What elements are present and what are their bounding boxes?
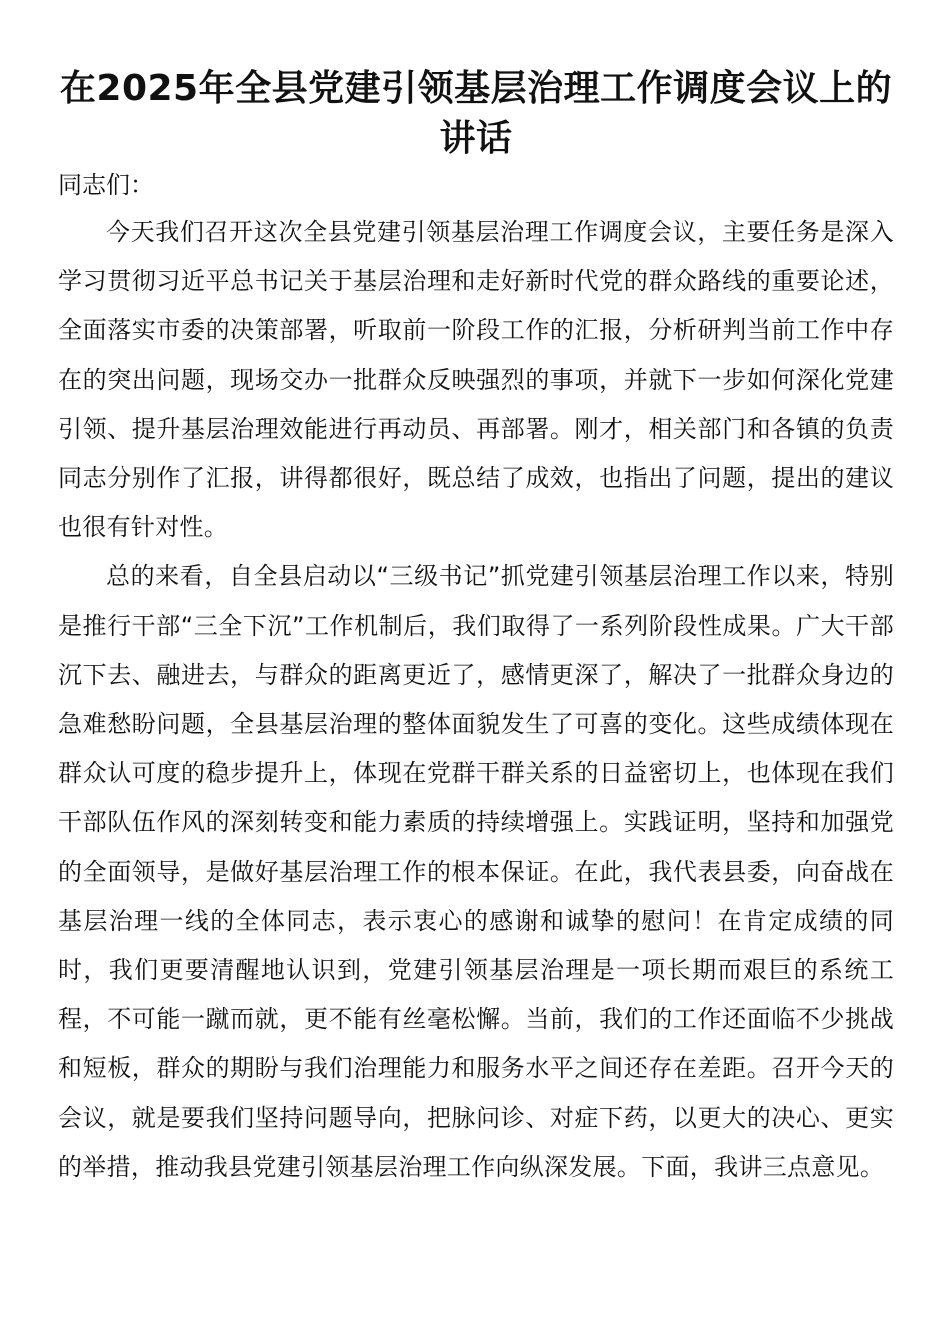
paragraph-opening: 今天我们召开这次全县党建引领基层治理工作调度会议，主要任务是深入学习贯彻习近平总书记关于基层治理和走好新时代党的群众路线的重要论述，全面落实市委的决策部署，听取前一阶段工作的汇报，分析研判当前工作中存在的突出问题，现场交办一批群众反映强烈的事项，并就下一步如何深化党建引领、提升基层治理效能进行再动员、再部署。刚才，相关部门和各镇的负责同志分别作了汇报，讲得都很好，既总结了成效，也指出了问题，提出的建议也很有针对性。	[58, 218, 894, 542]
document-page	[58, 64, 894, 1192]
salutation: 同志们：	[58, 171, 154, 199]
document-title: 在2025年全县党建引领基层治理工作调度会议上的讲话	[59, 68, 893, 159]
paragraph-summary: 总的来看，自全县启动以“三级书记”抓党建引领基层治理工作以来，特别是推行干部“三全下沉”工作机制后，我们取得了一系列阶段性成果。广大干部沉下去、融进去，与群众的距离更近了，感情更深了，解决了一批群众身边的急难愁盼问题，全县基层治理的整体面貌发生了可喜的变化。这些成绩体现在群众认可度的稳步提升上，体现在党群干群关系的日益密切上，也体现在我们干部队伍作风的深刻转变和能力素质的持续增强上。实践证明，坚持和加强党的全面领导，是做好基层治理工作的根本保证。在此，我代表县委，向奋战在基层治理一线的全体同志，表示衷心的感谢和诚挚的慰问！在肯定成绩的同时，我们更要清醒地认识到，党建引领基层治理是一项长期而艰巨的系统工程，不可能一蹴而就，更不能有丝毫松懈。当前，我们的工作还面临不少挑战和短板，群众的期盼与我们治理能力和服务水平之间还存在差距。召开今天的会议，就是要我们坚持问题导向，把脉问诊、对症下药，以更大的决心、更实的举措，推动我县党建引领基层治理工作向纵深发展。下面，我讲三点意见。	[58, 562, 894, 1181]
